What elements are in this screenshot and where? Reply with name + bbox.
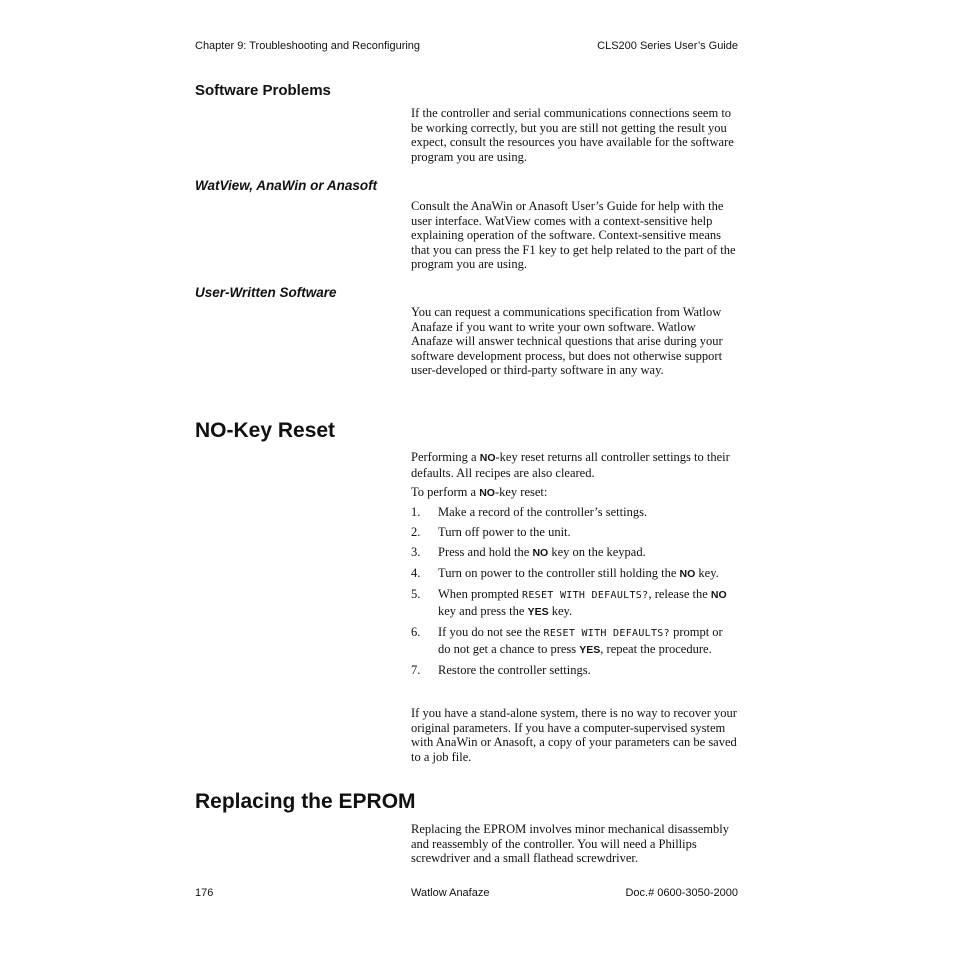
user-written-paragraph	[411, 305, 738, 378]
no-key-reset-intro-text: Performing a NO-key reset returns all controller settings to their defaults. All recipes are also cleared.	[411, 450, 730, 480]
footer-company: Watlow Anafaze	[411, 887, 490, 899]
list-item: 4. Turn on power to the controller still holding the NO key.	[411, 566, 719, 581]
list-item: 7. Restore the controller settings.	[411, 662, 591, 677]
no-key-label: NO	[710, 589, 727, 602]
user-written-text: You can request a communications specification from Watlow Anafaze if you want to write your own software. Watlow Anafaze will answer technical questions that arise during your software development process, but does not otherwise support user-developed or third-party software in any way.	[411, 305, 723, 378]
no-key-reset-closing-text: If you have a stand-alone system, there is no way to recover your original parameters. If you have a computer-supervised system with AnaWin or Anasoft, a copy of your parameters can be saved to a job file.	[411, 706, 737, 764]
heading-watview: WatView, AnaWin or Anasoft	[195, 178, 378, 193]
display-prompt: RESET WITH DEFAULTS?	[522, 590, 649, 602]
heading-software-problems: Software Problems	[195, 82, 331, 99]
software-problems-intro-text: If the controller and serial communications connections seem to be working correctly, but you are still not getting the result you expect, consult the resources you have available for the software program you are using.	[411, 106, 734, 164]
no-key-label: NO	[532, 547, 549, 560]
list-item: 5. When prompted RESET WITH DEFAULTS?, release the NO key and press the YES key.	[411, 587, 727, 618]
yes-key-label: YES	[527, 605, 549, 618]
footer-doc-number: Doc.# 0600-3050-2000	[625, 887, 738, 899]
replacing-eprom-paragraph	[411, 822, 738, 866]
heading-no-key-reset: NO-Key Reset	[195, 419, 336, 442]
no-key-reset-closing	[411, 706, 738, 764]
display-prompt: RESET WITH DEFAULTS?	[543, 628, 670, 640]
watview-text: Consult the AnaWin or Anasoft User’s Guide for help with the user interface. WatView comes with a context-sensitive help explaining operation of the software. Context-sensitive means that you can press the F1 key to get help related to the part of the program you are using.	[411, 199, 736, 272]
no-key-reset-steps	[411, 505, 738, 683]
list-item: 1. Make a record of the controller’s settings.	[411, 505, 648, 519]
list-item: 6. If you do not see the RESET WITH DEFAULTS? prompt or do not get a chance to press YES, repeat the procedure.	[411, 625, 723, 656]
no-key-reset-lead-in: To perform a NO-key reset:	[411, 485, 548, 500]
heading-replacing-eprom: Replacing the EPROM	[195, 790, 416, 813]
no-key-label: NO	[679, 568, 696, 581]
list-item: 2. Turn off power to the unit.	[411, 525, 571, 540]
yes-key-label: YES	[579, 643, 601, 656]
replacing-eprom-text: Replacing the EPROM involves minor mechanical disassembly and reassembly of the controller. You will need a Phillips screwdriver and a small flathead screwdriver.	[411, 822, 729, 866]
running-header-guide: CLS200 Series User’s Guide	[597, 40, 738, 52]
watview-paragraph	[411, 199, 738, 272]
no-key-label: NO	[479, 487, 495, 500]
no-key-label: NO	[479, 452, 496, 464]
software-problems-intro	[411, 106, 738, 164]
running-header-chapter: Chapter 9: Troubleshooting and Reconfiguring	[195, 40, 421, 52]
list-item: 3. Press and hold the NO key on the keypad.	[411, 545, 646, 560]
page-number: 176	[195, 887, 214, 899]
heading-user-written-software: User-Written Software	[195, 285, 337, 300]
no-key-reset-intro	[411, 450, 738, 501]
